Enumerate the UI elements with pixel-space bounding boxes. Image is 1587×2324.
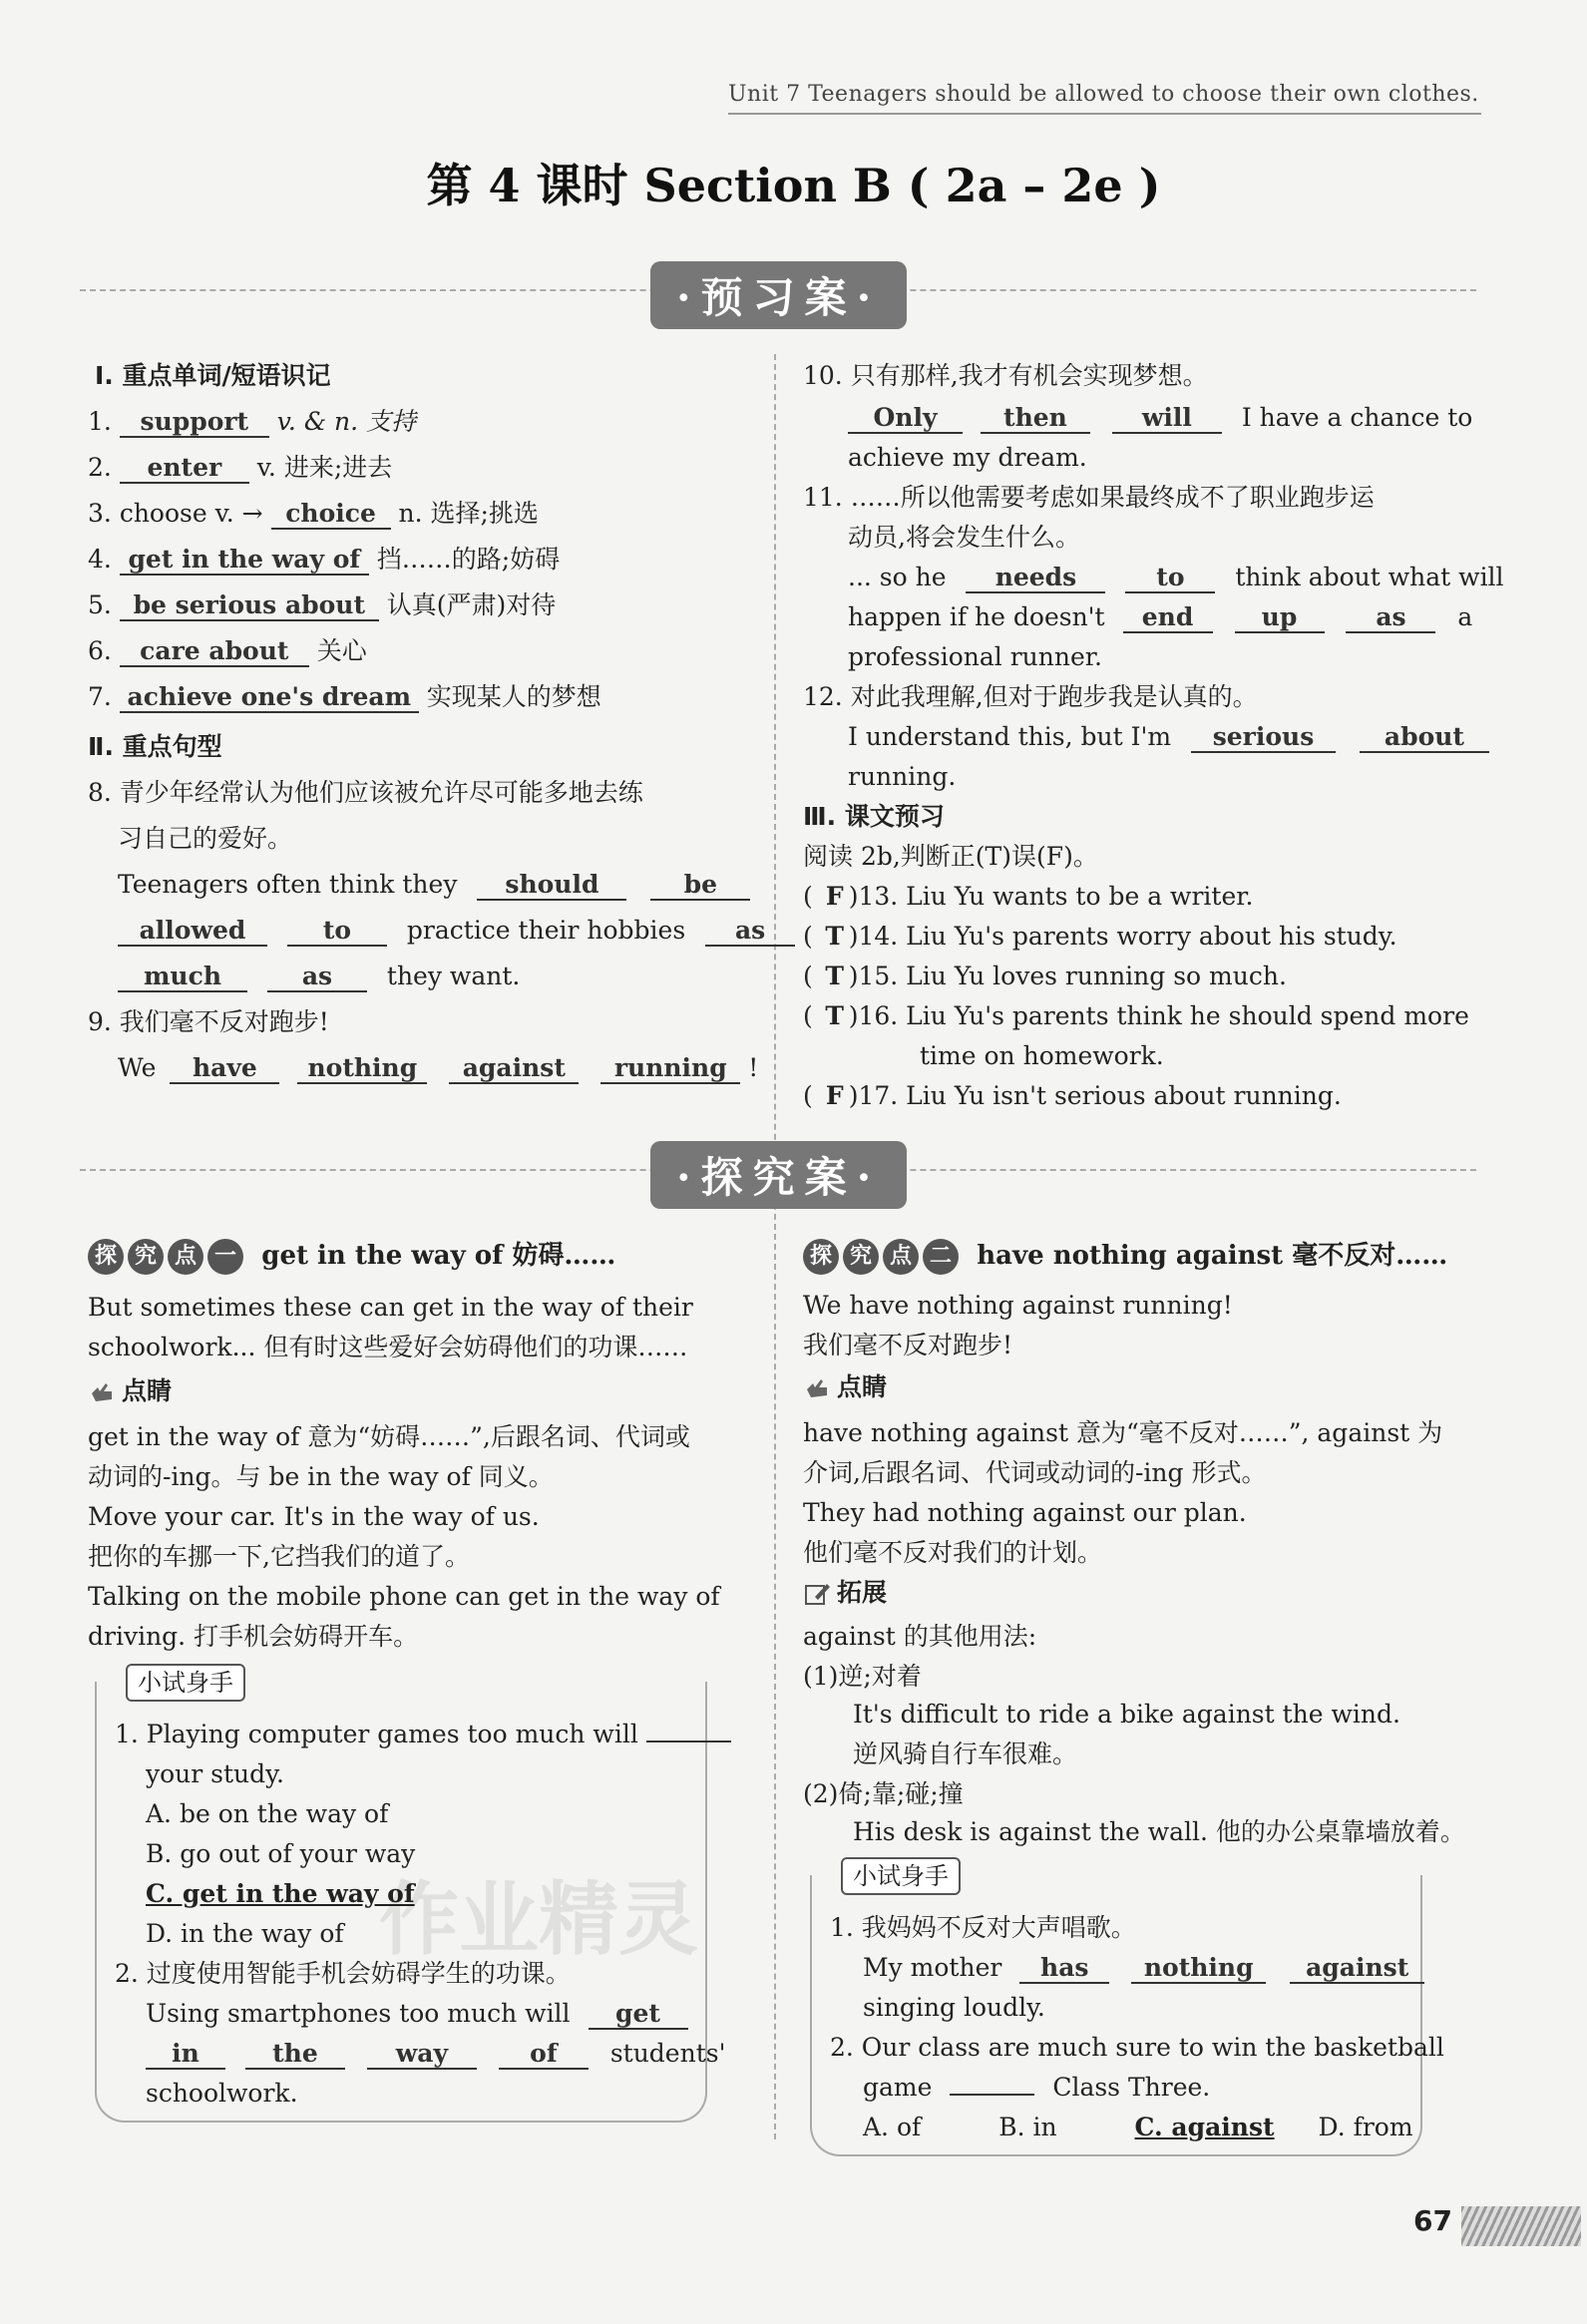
- q10-en-2: achieve my dream.: [848, 443, 1087, 472]
- kp1-note-2: 动词的-ing。与 be in the way of 同义。: [88, 1462, 554, 1491]
- answer: support: [120, 408, 269, 438]
- pointing-hand-icon: [803, 1375, 831, 1401]
- kp1-title: get in the way of 妨碍……: [261, 1241, 616, 1271]
- kp1-option-a: A. be on the way of: [146, 1799, 389, 1828]
- answer: choice: [271, 500, 391, 530]
- vocab-item-1: 1. support v. & n. 支持: [88, 407, 417, 436]
- kp1-q1: 1. Playing computer games too much will: [115, 1718, 731, 1751]
- kp2-ext-1: against 的其他用法:: [803, 1622, 1037, 1651]
- page-number: 67: [1413, 2204, 1452, 2237]
- kp2-example-1: We have nothing against running!: [803, 1291, 1233, 1320]
- answer: get in the way of: [120, 546, 369, 576]
- kp2-q1-en-2: singing loudly.: [863, 1993, 1045, 2022]
- kp1-practice-tag: 小试身手: [126, 1664, 245, 1702]
- answer: care about: [120, 637, 309, 667]
- kp2-note-4: 他们毫不反对我们的计划。: [803, 1538, 1103, 1567]
- q11-en-3: professional runner.: [848, 642, 1102, 671]
- kp1-tip-heading: 点睛: [88, 1374, 172, 1408]
- kp2-note-1: have nothing against 意为“毫不反对……”, against 为: [803, 1418, 1443, 1447]
- pencil-note-icon: [803, 1581, 831, 1607]
- q9-en: We have nothing against running !: [118, 1053, 759, 1082]
- kp1-note-1: get in the way of 意为“妨碍……”,后跟名词、代词或: [88, 1422, 690, 1451]
- kp1-badge: 探 究 点 一: [88, 1239, 243, 1275]
- kp1-note-4: 把你的车挪一下,它挡我们的道了。: [88, 1542, 470, 1571]
- unit-header: Unit 7 Teenagers should be allowed to choose their own clothes.: [728, 82, 1481, 115]
- kp2-note-2: 介词,后跟名词、代词或动词的-ing 形式。: [803, 1458, 1267, 1487]
- kp2-q2-cont: game Class Three.: [863, 2073, 1211, 2102]
- q12-cn: 12. 对此我理解,但对于跑步我是认真的。: [803, 682, 1258, 711]
- q11-en-2: happen if he doesn't end up as a: [848, 602, 1473, 631]
- q8-en-line2: allowed to practice their hobbies as: [118, 914, 795, 948]
- kp1-title-row: [88, 1239, 615, 1275]
- part2-heading: Ⅱ. 重点句型: [88, 732, 222, 761]
- kp1-q2-en-1: Using smartphones too much will get: [146, 1997, 688, 2031]
- vocab-item-6: 6. care about 关心: [88, 636, 367, 665]
- kp2-q1-en: My mother has nothing against: [863, 1951, 1424, 1985]
- q8-cn-line2: 习自己的爱好。: [118, 824, 293, 853]
- answer: achieve one's dream: [120, 683, 419, 713]
- kp2-ext-3: It's difficult to ride a bike against the wind.: [853, 1700, 1400, 1729]
- kp1-option-b: B. go out of your way: [146, 1839, 416, 1868]
- q11-cn-2: 动员,将会发生什么。: [848, 523, 1080, 552]
- kp2-badge: 探 究 点 二: [803, 1239, 959, 1275]
- answer: enter: [120, 454, 249, 484]
- kp1-example-1: But sometimes these can get in the way of their: [88, 1293, 693, 1322]
- kp1-q2-en-2: in the way of students': [146, 2037, 725, 2071]
- q11-cn-1: 11. ……所以他需要考虑如果最终成不了职业跑步运: [803, 483, 1375, 512]
- tf-item-15: ( T )15. Liu Yu loves running so much.: [803, 962, 1287, 990]
- q9-cn: 9. 我们毫不反对跑步!: [88, 1007, 329, 1036]
- kp2-ext-6: His desk is against the wall. 他的办公桌靠墙放着。: [853, 1817, 1465, 1846]
- vocab-item-7: 7. achieve one's dream 实现某人的梦想: [88, 682, 601, 711]
- q8-en-line1: Teenagers often think they should be: [118, 868, 750, 902]
- part3-instruction: 阅读 2b,判断正(T)误(F)。: [803, 842, 1098, 871]
- kp1-q2-en-3: schoolwork.: [146, 2079, 298, 2108]
- q8-cn-line1: 8. 青少年经常认为他们应该被允许尽可能多地去练: [88, 778, 643, 807]
- kp2-note-3: They had nothing against our plan.: [803, 1498, 1247, 1527]
- watermark: 作业精灵: [379, 1872, 698, 1966]
- kp2-practice-tag: 小试身手: [841, 1857, 961, 1895]
- kp1-note-3: Move your car. It's in the way of us.: [88, 1502, 540, 1531]
- kp2-title: have nothing against 毫不反对……: [977, 1241, 1448, 1271]
- kp1-option-d: D. in the way of: [146, 1919, 344, 1948]
- q10-en: Only then will I have a chance to: [848, 401, 1472, 435]
- kp2-extend-heading: 拓展: [803, 1576, 887, 1610]
- tf-item-16: ( T )16. Liu Yu's parents think he should spend more: [803, 1001, 1469, 1030]
- page-number-decoration: [1461, 2206, 1581, 2246]
- part3-heading: Ⅲ. 课文预习: [803, 802, 945, 831]
- vocab-item-5: 5. be serious about 认真(严肃)对待: [88, 590, 557, 619]
- vocab-item-2: 2. enter v. 进来;进去: [88, 453, 393, 482]
- answer: be serious about: [120, 591, 379, 621]
- kp2-ext-4: 逆风骑自行车很难。: [853, 1740, 1078, 1768]
- pointing-hand-icon: [88, 1379, 116, 1405]
- lesson-title: 第 4 课时 Section B ( 2a – 2e ): [426, 159, 1161, 212]
- column-divider: [774, 354, 776, 2139]
- kp2-example-2: 我们毫不反对跑步!: [803, 1331, 1013, 1359]
- kp2-tip-heading: 点睛: [803, 1370, 887, 1404]
- tf-item-16-cont: time on homework.: [920, 1041, 1164, 1070]
- tf-item-17: ( F )17. Liu Yu isn't serious about running.: [803, 1081, 1342, 1110]
- kp1-example-2: schoolwork... 但有时这些爱好会妨碍他们的功课……: [88, 1333, 688, 1361]
- kp2-ext-5: (2)倚;靠;碰;撞: [803, 1779, 964, 1808]
- q12-en-2: running.: [848, 762, 957, 791]
- kp2-q1-cn: 1. 我妈妈不反对大声唱歌。: [830, 1913, 1136, 1942]
- q12-en: I understand this, but I'm serious about: [848, 720, 1489, 754]
- vocab-item-4: 4. get in the way of 挡……的路;妨碍: [88, 545, 561, 574]
- tf-item-14: ( T )14. Liu Yu's parents worry about his study.: [803, 922, 1397, 951]
- kp2-title-row: [803, 1239, 1447, 1275]
- kp2-options: A. of B. in C. against D. from: [863, 2113, 1413, 2141]
- kp1-note-6: driving. 打手机会妨碍开车。: [88, 1622, 419, 1651]
- vocab-item-3: 3. choose v. → choice n. 选择;挑选: [88, 499, 539, 528]
- kp1-option-c: C. get in the way of: [146, 1879, 415, 1908]
- kp1-q2-cn: 2. 过度使用智能手机会妨碍学生的功课。: [115, 1959, 571, 1988]
- kp1-note-5: Talking on the mobile phone can get in the way of: [88, 1582, 720, 1611]
- kp2-ext-2: (1)逆;对着: [803, 1662, 922, 1691]
- kp1-q1-cont: your study.: [146, 1759, 284, 1788]
- q11-en-1: ... so he needs to think about what will: [848, 563, 1504, 591]
- section-badge-preview: ·预习案·: [650, 261, 907, 329]
- tf-item-13: ( F )13. Liu Yu wants to be a writer.: [803, 882, 1254, 911]
- q8-en-line3: much as they want.: [118, 960, 520, 993]
- kp2-q2: 2. Our class are much sure to win the basketball: [830, 2033, 1444, 2062]
- part1-heading: Ⅰ. 重点单词/短语识记: [95, 361, 331, 390]
- section-badge-explore: ·探究案·: [650, 1141, 907, 1209]
- q10-cn: 10. 只有那样,我才有机会实现梦想。: [803, 361, 1208, 390]
